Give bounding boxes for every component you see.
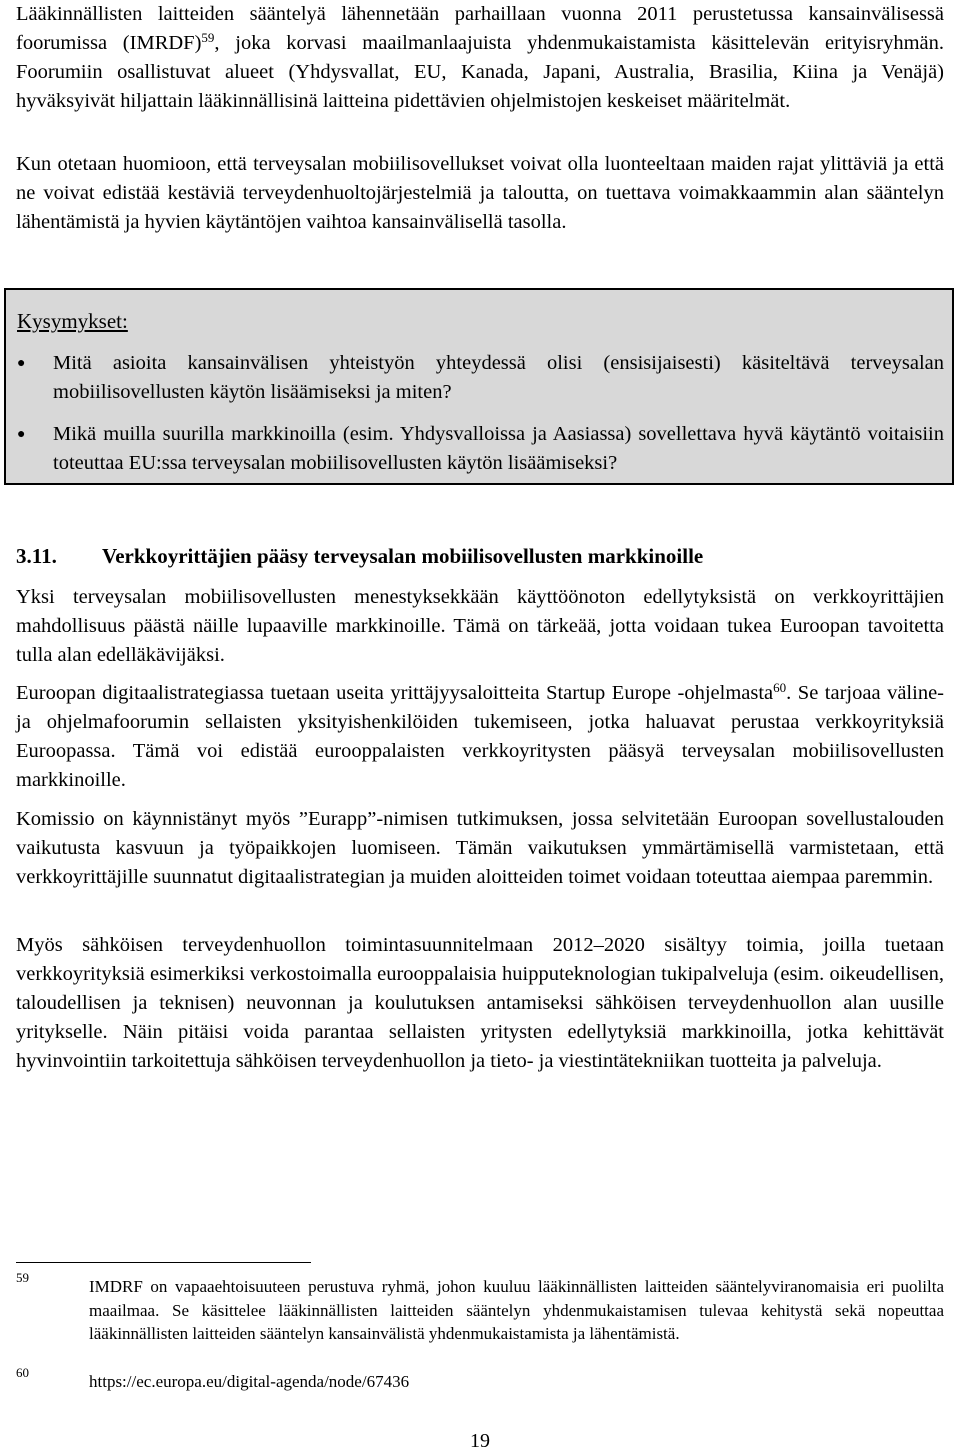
section-paragraph: Euroopan digitaalistrategiassa tuetaan useita yrittäjyysaloitteita Startup Europe -ohjelmasta$^{60}$. Se tarjoaa väline- ja ohjelmafoorumin sellaisten yksityishenkilöiden tukemiseen, jotka haluavat perustaa verkkoyrityksiä Euroopassa. Tämä voi edistää eurooppalaisten verkkoyritysten pääsyä terveysalan mobiilisovellusten markkinoille. — [16, 680, 944, 791]
questions-heading: Kysymykset: — [17, 309, 128, 333]
paragraph-imrdf: Lääkinnällisten laitteiden sääntelyä lähennetään parhaillaan vuonna 2011 perustetussa kansainvälisessä foorumissa (IMRDF)$^{59}$, joka korvasi maailmanlaajuista yhdenmukaistamista käsittelevän erityisryhmän. Foorumiin osallistuvat alueet (Yhdysvallat, EU, Kanada, Japani, Australia, Brasilia, Kiina ja Venäjä) hyväksyivät hiljattain lääkinnällisinä laitteina pidettävien ohjelmistojen keskeiset määritelmät. — [16, 3, 944, 112]
paragraph-international-cooperation: Kun otetaan huomioon, että terveysalan mobiilisovellukset voivat olla luonteeltaan maiden rajat ylittäviä ja että ne voivat edistää kestäviä terveydenhuoltojärjestelmiä ja taloutta, on tuettava voimakkaammin alan sääntelyn lähentämistä ja hyvien käytäntöjen vaihtoa kansainvälisellä tasolla. — [16, 153, 944, 233]
questions-box — [4, 288, 954, 485]
footnote-divider — [16, 1262, 311, 1263]
bullet-icon: ● — [17, 356, 26, 371]
section-heading — [16, 542, 703, 571]
section-paragraph: Yksi terveysalan mobiilisovellusten menestyksekkään käyttöönoton edellytyksistä on verkkoyrittäjien mahdollisuus päästä näille lupaaville markkinoille. Tämä on tärkeää, jotta voidaan tukea Euroopan tavoitetta tulla alan edelläkävijäksi. — [16, 586, 944, 666]
question-item — [17, 420, 944, 478]
footnote-text: IMDRF on vapaaehtoisuuteen perustuva ryhmä, johon kuuluu lääkinnällisten laitteiden sääntelyviranomaisia eri puolilta maailmaa. Se käsittelee lääkinnällisten laitteiden sääntelyn yhdenmukaistamisen tulevaa kehitystä sekä nopeuttaa lääkinnällisten laitteiden sääntelyn kansainvälistä yhdenmukaistamista ja lähentämistä. — [89, 1277, 944, 1343]
page-number: 19 — [470, 1430, 490, 1452]
section-number: 3.11. — [16, 544, 57, 568]
footnote-ref-59[interactable]: 59 — [201, 30, 215, 45]
question-text: Mikä muilla suurilla markkinoilla (esim. Yhdysvalloissa ja Aasiassa) sovellettava hyvä käytäntö voitaisiin toteuttaa EU:ssa terveysalan mobiilisovellusten käytön lisäämiseksi? — [53, 423, 944, 474]
question-text: Mitä asioita kansainvälisen yhteistyön yhteydessä olisi (ensisijaisesti) käsiteltävä terveysalan mobiilisovellusten käytön lisäämiseksi ja miten? — [53, 352, 944, 403]
question-item — [17, 349, 944, 407]
section-paragraph: Myös sähköisen terveydenhuollon toimintasuunnitelmaan 2012–2020 sisältyy toimia, joilla tuetaan verkkoyrityksiä esimerkiksi verkostoimalla eurooppalaisia huipputeknologian tukipalveluja (esim. oikeudellisen, taloudellisen ja teknisen) neuvonnan ja koulutuksen antamiseksi sähköisen terveydenhuollon alan uusille yritykselle. Näin pitäisi voida parantaa sellaisten yritysten edellytyksiä markkinoilla, jotka kehittävät hyvinvointiin tarkoitettuja sähköisen terveydenhuollon ja tieto- ja viestintätekniikan tuotteita ja palveluja. — [16, 934, 944, 1072]
footnote-number: 60 — [16, 1365, 29, 1380]
footnote-number: 59 — [16, 1270, 29, 1285]
footnote-link[interactable]: https://ec.europa.eu/digital-agenda/node/67436 — [89, 1372, 410, 1391]
bullet-icon: ● — [17, 427, 26, 442]
section-title: Verkkoyrittäjien pääsy terveysalan mobiilisovellusten markkinoille — [102, 544, 704, 568]
footnote-ref-60[interactable]: 60 — [773, 680, 787, 695]
section-paragraph: Komissio on käynnistänyt myös ”Eurapp”-nimisen tutkimuksen, jossa selvitetään Euroopan sovellustalouden vaikutusta kasvuun ja työpaikkojen luomiseen. Tämän vaikutuksen ymmärtämisellä varmistetaan, että verkkoyrittäjille suunnatut digitaalistrategian ja muiden aloitteiden toimet voidaan toteuttaa aiempaa paremmin. — [16, 808, 944, 888]
